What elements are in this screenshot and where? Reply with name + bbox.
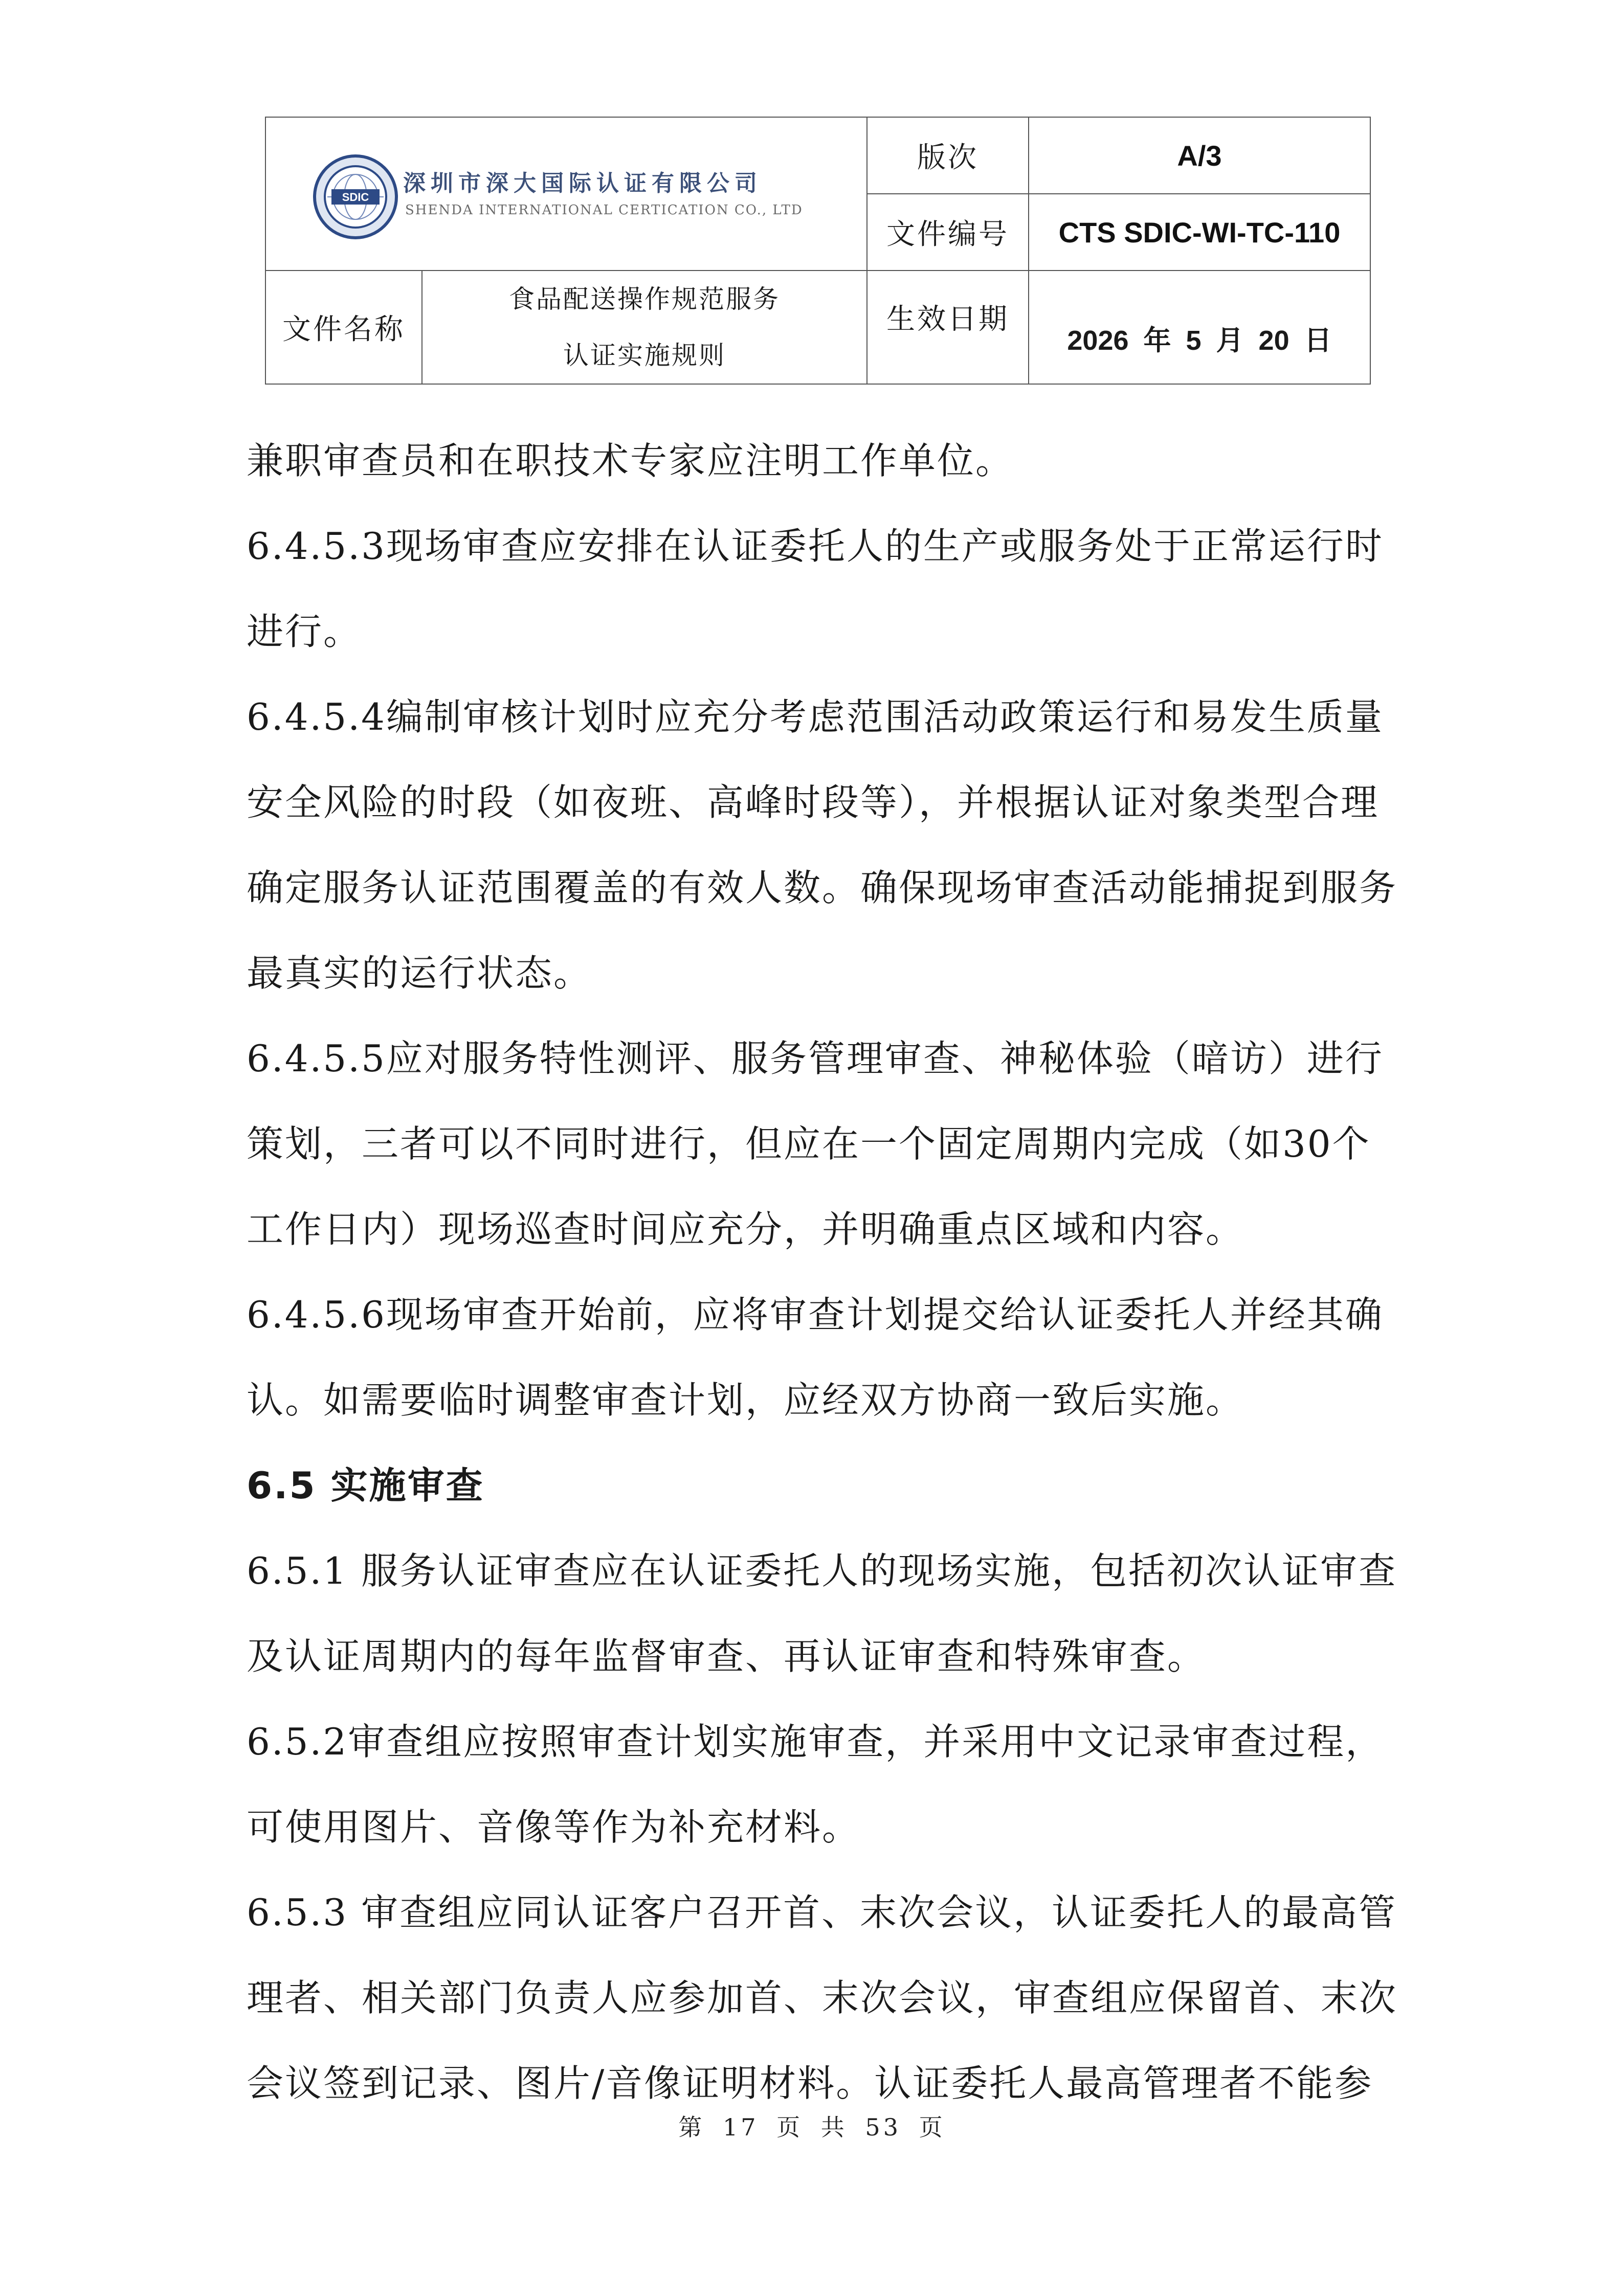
body-line: 安全风险的时段（如夜班、高峰时段等），并根据认证对象类型合理 bbox=[247, 781, 1380, 824]
doc-name-value bbox=[422, 271, 867, 384]
body-line: 及认证周期内的每年监督审查、再认证审查和特殊审查。 bbox=[247, 1635, 1206, 1678]
company-logo-cell bbox=[265, 117, 867, 271]
body-line: 6.5.3 审查组应同认证客户召开首、末次会议，认证委托人的最高管 bbox=[247, 1891, 1397, 1934]
company-name-en: SHENDA INTERNATIONAL CERTICATION CO., LTD bbox=[405, 202, 803, 218]
version-value: A/3 bbox=[1029, 117, 1370, 194]
section-heading: 6.5 实施审查 bbox=[247, 1464, 484, 1507]
body-line: 兼职审查员和在职技术专家应注明工作单位。 bbox=[247, 439, 1014, 482]
body-line: 工作日内）现场巡查时间应充分，并明确重点区域和内容。 bbox=[247, 1208, 1244, 1251]
body-line: 策划，三者可以不同时进行，但应在一个固定周期内完成（如30个 bbox=[247, 1122, 1371, 1165]
doc-name-line-2: 认证实施规则 bbox=[563, 341, 726, 370]
svg-text:SDIC: SDIC bbox=[342, 191, 369, 204]
sdic-emblem-icon bbox=[312, 153, 399, 240]
body-line: 6.4.5.3现场审查应安排在认证委托人的生产或服务处于正常运行时 bbox=[247, 525, 1384, 568]
version-label: 版次 bbox=[867, 117, 1029, 194]
doc-number-label: 文件编号 bbox=[867, 194, 1029, 271]
doc-number-value: CTS SDIC-WI-TC-110 bbox=[1029, 194, 1370, 271]
body-line: 认。如需要临时调整审查计划，应经双方协商一致后实施。 bbox=[247, 1379, 1244, 1422]
body-line: 理者、相关部门负责人应参加首、末次会议，审查组应保留首、末次 bbox=[247, 1976, 1398, 2019]
effective-date-label: 生效日期 bbox=[867, 271, 1029, 384]
body-line: 会议签到记录、图片/音像证明材料。认证委托人最高管理者不能参 bbox=[247, 2062, 1373, 2105]
body-line: 6.4.5.5应对服务特性测评、服务管理审查、神秘体验（暗访）进行 bbox=[247, 1037, 1384, 1080]
company-name-cn: 深圳市深大国际认证有限公司 bbox=[403, 170, 762, 196]
body-line: 6.5.2审查组应按照审查计划实施审查，并采用中文记录审查过程， bbox=[247, 1720, 1384, 1763]
document-header-table bbox=[265, 117, 1371, 385]
doc-name-label: 文件名称 bbox=[265, 271, 422, 384]
company-logo bbox=[312, 153, 849, 235]
body-line: 6.5.1 服务认证审查应在认证委托人的现场实施，包括初次认证审查 bbox=[247, 1549, 1397, 1592]
body-line: 6.4.5.6现场审查开始前，应将审查计划提交给认证委托人并经其确 bbox=[247, 1293, 1384, 1336]
page-number: 第 17 页 共 53 页 bbox=[678, 2113, 946, 2141]
doc-name-line-1: 食品配送操作规范服务 bbox=[509, 284, 780, 314]
body-line: 进行。 bbox=[247, 610, 362, 653]
body-line: 确定服务认证范围覆盖的有效人数。确保现场审查活动能捕捉到服务 bbox=[247, 866, 1398, 909]
effective-date-value: 2026 年 5 月 20 日 bbox=[1029, 271, 1370, 384]
body-line: 6.4.5.4编制审核计划时应充分考虑范围活动政策运行和易发生质量 bbox=[247, 695, 1384, 738]
body-line: 最真实的运行状态。 bbox=[247, 952, 592, 995]
body-line: 可使用图片、音像等作为补充材料。 bbox=[247, 1806, 861, 1849]
